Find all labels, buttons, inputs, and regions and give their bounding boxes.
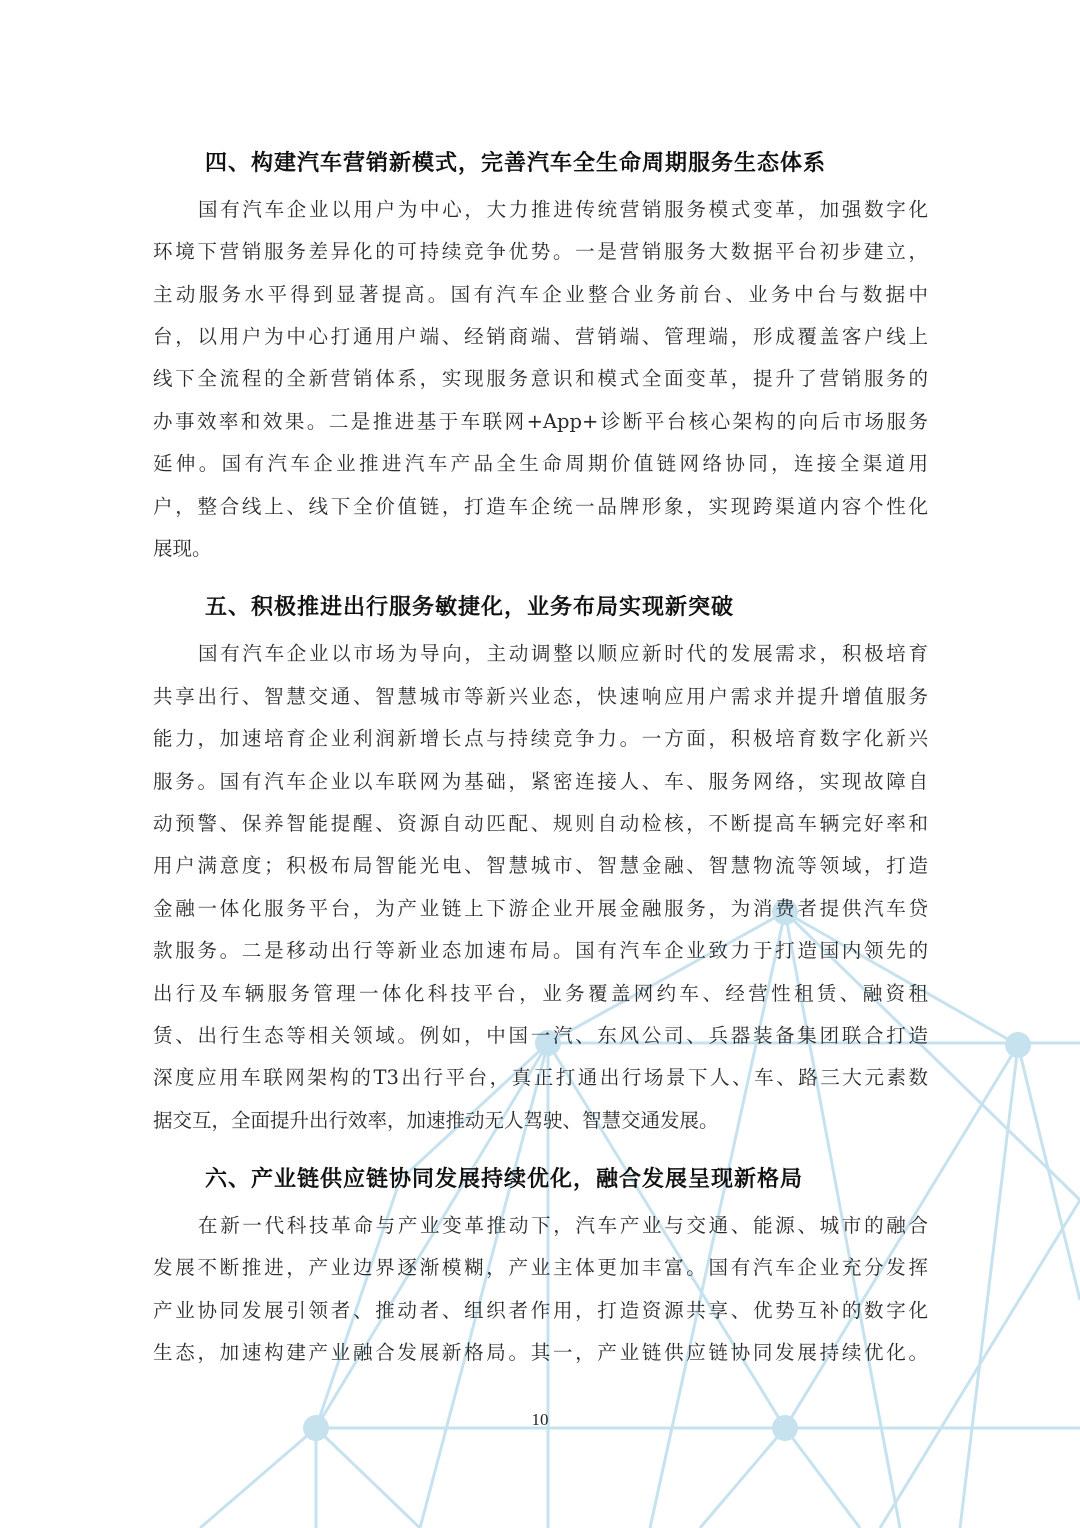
paragraph-line: 台，以用户为中心打通用户端、经销商端、营销端、管理端，形成覆盖客户线上: [153, 325, 928, 348]
paragraph-line: 赁、出行生态等相关领域。例如，中国一汽、东风公司、兵器装备集团联合打造: [153, 1024, 928, 1047]
paragraph-line: 据交互，全面提升出行效率，加速推动无人驾驶、智慧交通发展。: [153, 1109, 719, 1132]
paragraph-line: 款服务。二是移动出行等新业态加速布局。国有汽车企业致力于打造国内领先的: [153, 939, 928, 962]
paragraph-line: 环境下营销服务差异化的可持续竞争优势。一是营销服务大数据平台初步建立，: [153, 240, 928, 263]
paragraph-line: 发展不断推进，产业边界逐渐模糊，产业主体更加丰富。国有汽车企业充分发挥: [153, 1256, 928, 1279]
paragraph-line: 动预警、保养智能提醒、资源自动匹配、规则自动检核，不断提高车辆完好率和: [153, 812, 928, 835]
paragraph-line: 国有汽车企业以用户为中心，大力推进传统营销服务模式变革，加强数字化: [198, 198, 928, 221]
paragraph-line: 线下全流程的全新营销体系，实现服务意识和模式全面变革，提升了营销服务的: [153, 367, 928, 390]
paragraph-line: 展现。: [153, 537, 212, 560]
paragraph-line: 生态，加速构建产业融合发展新格局。其一，产业链供应链协同发展持续优化。: [153, 1341, 928, 1364]
section-heading: 六、产业链供应链协同发展持续优化，融合发展呈现新格局: [205, 1166, 804, 1192]
paragraph-line: 能力，加速培育企业利润新增长点与持续竞争力。一方面，积极培育数字化新兴: [153, 727, 928, 750]
paragraph-line: 国有汽车企业以市场为导向，主动调整以顺应新时代的发展需求，积极培育: [198, 642, 928, 665]
paragraph-line: 金融一体化服务平台，为产业链上下游企业开展金融服务，为消费者提供汽车贷: [153, 897, 928, 920]
paragraph-line: 出行及车辆服务管理一体化科技平台，业务覆盖网约车、经营性租赁、融资租: [153, 982, 928, 1005]
paragraph-line: 服务。国有汽车企业以车联网为基础，紧密连接人、车、服务网络，实现故障自: [153, 770, 928, 793]
section-heading: 五、积极推进出行服务敏捷化，业务布局实现新突破: [205, 594, 735, 620]
paragraph-line: 办事效率和效果。二是推进基于车联网+App+诊断平台核心架构的向后市场服务: [153, 410, 928, 433]
paragraph-line: 主动服务水平得到显著提高。国有汽车企业整合业务前台、业务中台与数据中: [153, 283, 928, 306]
paragraph-line: 在新一代科技革命与产业变革推动下，汽车产业与交通、能源、城市的融合: [198, 1214, 928, 1237]
paragraph-line: 户，整合线上、线下全价值链，打造车企统一品牌形象，实现跨渠道内容个性化: [153, 495, 928, 518]
paragraph-line: 用户满意度；积极布局智能光电、智慧城市、智慧金融、智慧物流等领域，打造: [153, 854, 928, 877]
page-number: 10: [531, 1410, 549, 1429]
paragraph-line: 延伸。国有汽车企业推进汽车产品全生命周期价值链网络协同，连接全渠道用: [153, 452, 928, 475]
paragraph-line: 深度应用车联网架构的T3出行平台，真正打通出行场景下人、车、路三大元素数: [153, 1066, 928, 1089]
section-heading: 四、构建汽车营销新模式，完善汽车全生命周期服务生态体系: [205, 150, 827, 176]
paragraph-line: 共享出行、智慧交通、智慧城市等新兴业态，快速响应用户需求并提升增值服务: [153, 685, 928, 708]
paragraph-line: 产业协同发展引领者、推动者、组织者作用，打造资源共享、优势互补的数字化: [153, 1299, 928, 1322]
